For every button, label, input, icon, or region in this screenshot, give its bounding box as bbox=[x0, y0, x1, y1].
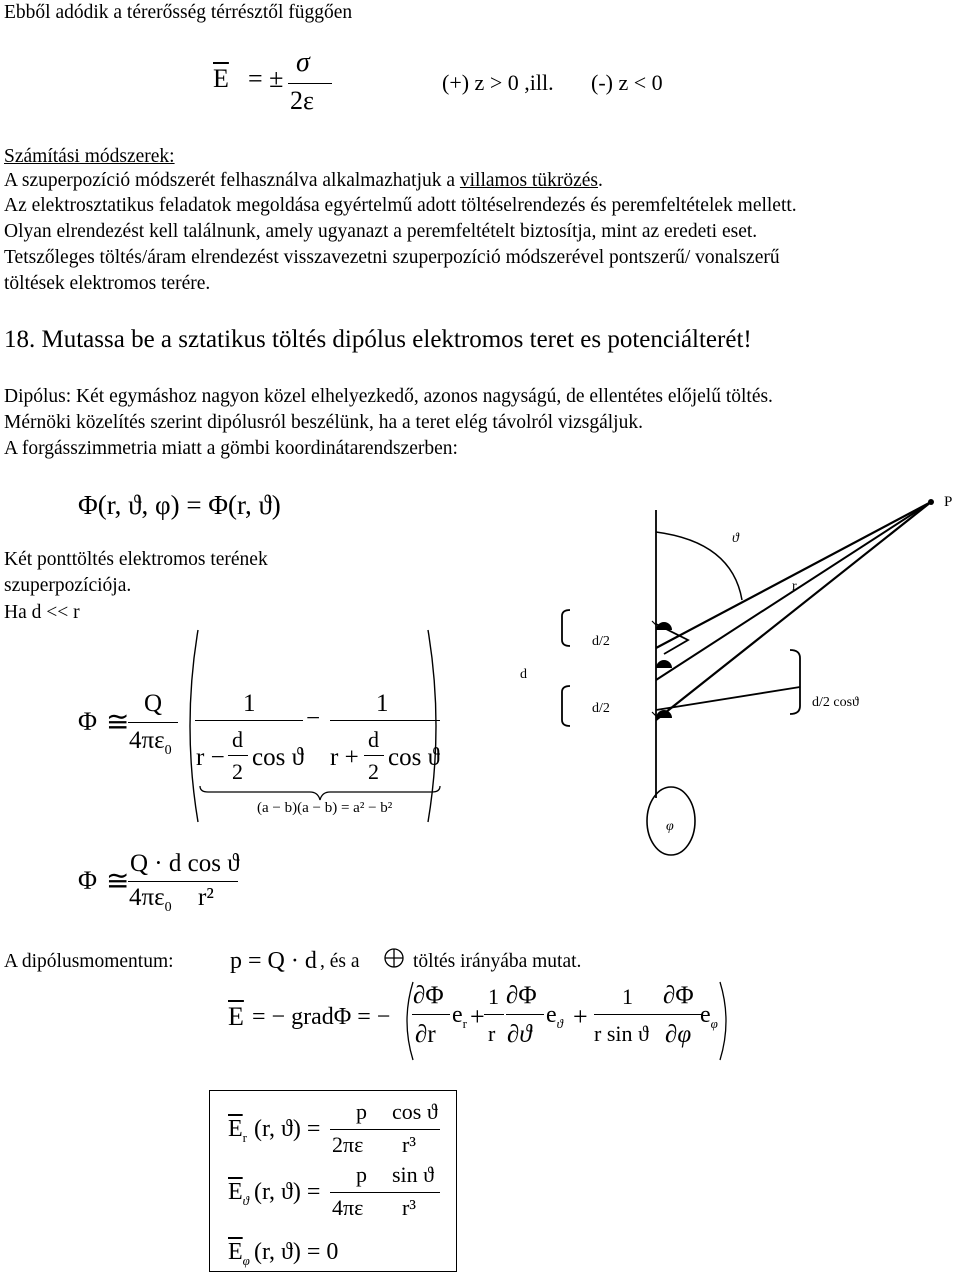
eq-pot-r-plus: r + bbox=[330, 744, 359, 771]
er-args: (r, ϑ) = bbox=[254, 1116, 321, 1142]
fraction-bar bbox=[390, 1129, 440, 1130]
fraction-bar bbox=[390, 1192, 440, 1193]
oplus-icon bbox=[383, 947, 405, 969]
eq-2eps: 2ε bbox=[290, 86, 314, 115]
ephi-lhs bbox=[228, 1239, 250, 1269]
er-p: p bbox=[356, 1099, 367, 1124]
label-P: P bbox=[944, 494, 953, 510]
villamos-tukrozes-link[interactable]: villamos tükrözés bbox=[459, 170, 598, 191]
eq-pot-2-b: 2 bbox=[368, 759, 379, 784]
ephi-e: e bbox=[700, 1002, 711, 1028]
eq-dip-approx: ≅ bbox=[106, 866, 130, 897]
cond-minus: (-) z < 0 bbox=[591, 70, 663, 95]
eq-grad-dPhi-3: ∂Φ bbox=[663, 982, 694, 1009]
etheta-p: p bbox=[356, 1162, 367, 1187]
eq-pot-Q: Q bbox=[144, 690, 163, 717]
eq-sigma: σ bbox=[296, 47, 310, 78]
etheta-e: e bbox=[546, 1002, 557, 1028]
bracket-d2-top bbox=[562, 610, 570, 646]
eq-grad-dPhi-1: ∂Φ bbox=[413, 982, 444, 1009]
eq-grad-r-1: r bbox=[488, 1021, 496, 1046]
eq-pot-sub0: 0 bbox=[164, 743, 172, 758]
er-r3: r³ bbox=[402, 1132, 416, 1157]
eq-pot-cos-b: cos ϑ bbox=[388, 744, 440, 771]
fraction-bar bbox=[364, 755, 384, 756]
condition-d-ll-r: Ha d << r bbox=[4, 602, 80, 623]
label-phi: φ bbox=[666, 819, 674, 834]
grad-right-paren bbox=[716, 980, 736, 1062]
superpos-line-1: Két ponttöltés elektromos terének bbox=[4, 549, 268, 570]
eq-pot-lhs: Φ bbox=[78, 707, 98, 736]
dipole-line-2: Mérnöki közelítés szerint dipólusról beszélünk, ha a teret elég távolról vizsgáljuk. bbox=[4, 412, 643, 433]
fraction-bar bbox=[330, 1129, 390, 1130]
ephi-E: $\overline{E}$ bbox=[228, 1239, 243, 1265]
eq-grad-etheta bbox=[546, 1002, 563, 1032]
methods-line-2: Az elektrosztatikus feladatok megoldása egyértelmű adott töltéselrendezés és peremfeltételek mellett. bbox=[4, 195, 797, 216]
eq-grad-plus-1: + bbox=[470, 1002, 485, 1031]
bracket-d2-bottom bbox=[562, 686, 570, 726]
eq-dip-lhs: Φ bbox=[78, 866, 98, 895]
middle-marker bbox=[656, 660, 672, 668]
eq-pot-2-a: 2 bbox=[232, 759, 243, 784]
question-title: 18. Mutassa be a sztatikus töltés dipólus elektromos teret es potenciálterét! bbox=[4, 326, 752, 353]
eq-pot-one-a: 1 bbox=[243, 690, 256, 717]
er-e: e bbox=[452, 1002, 463, 1028]
eq-dip-r2: r² bbox=[198, 884, 214, 911]
fraction-bar bbox=[128, 722, 178, 723]
methods-line-1 bbox=[4, 169, 603, 193]
ephi-args: (r, ϑ) = 0 bbox=[254, 1239, 339, 1265]
eq-pot-d-a: d bbox=[232, 727, 243, 752]
er-sub: r bbox=[462, 1015, 467, 1031]
eq-grad-lhs: $\overline{E}$ bbox=[228, 1002, 244, 1031]
er-lhs bbox=[228, 1116, 247, 1146]
eq-grad-dPhi-2: ∂Φ bbox=[506, 982, 537, 1009]
label-d: d bbox=[520, 667, 527, 682]
er-cos: cos ϑ bbox=[392, 1099, 438, 1124]
eq-pot-minus: − bbox=[306, 705, 321, 732]
etheta-den: 4πε bbox=[332, 1195, 364, 1220]
eq-grad-mid: = − gradΦ = − bbox=[252, 1004, 391, 1030]
bracket-d2cos bbox=[790, 650, 800, 714]
etheta-E: $\overline{E}$ bbox=[228, 1179, 243, 1205]
moment-post-2: töltés irányába mutat. bbox=[413, 951, 582, 972]
label-theta: ϑ bbox=[732, 531, 739, 546]
eq-grad-one-2: 1 bbox=[622, 984, 633, 1009]
eq-grad-er bbox=[452, 1002, 467, 1032]
etheta-sin: sin ϑ bbox=[392, 1162, 435, 1187]
dipole-line-1: Dipólus: Két egymáshoz nagyon közel elhelyezkedő, azonos nagyságú, de ellentétes előjelű töltés. bbox=[4, 386, 773, 407]
eq-pot-one-b: 1 bbox=[376, 690, 389, 717]
methods-line-4: Tetszőleges töltés/áram elrendezést visszavezetni szuperpozíció módszerével pontszerű/ vonalszerű bbox=[4, 247, 780, 268]
intro-line: Ebből adódik a térerősség térrésztől függően bbox=[4, 2, 353, 23]
methods-line-3: Olyan elrendezést kell találnunk, amely ugyanazt a peremfeltételt biztosítja, mint az eredeti eset. bbox=[4, 221, 758, 242]
eq-grad-dr: ∂r bbox=[415, 1021, 436, 1048]
fraction-bar bbox=[330, 720, 440, 721]
eq-pm: = ± bbox=[248, 64, 284, 93]
moment-eq: p = Q · d bbox=[230, 948, 317, 974]
fraction-bar bbox=[664, 1014, 702, 1015]
fraction-bar bbox=[288, 83, 332, 84]
perp-lower bbox=[656, 687, 800, 710]
eq-pot-r-minus: r − bbox=[196, 744, 225, 771]
er-E: $\overline{E}$ bbox=[228, 1116, 243, 1142]
methods-line-1-post: . bbox=[598, 170, 603, 191]
superpos-line-2: szuperpozíciója. bbox=[4, 575, 132, 596]
moment-label: A dipólusmomentum: bbox=[4, 951, 174, 972]
label-d2cos: d/2 cosϑ bbox=[812, 695, 859, 710]
eq-lhs-E: $\overline{E}$ bbox=[213, 64, 229, 93]
theta-arc bbox=[656, 532, 742, 600]
eq-pot-4pieps bbox=[129, 727, 172, 759]
etheta-sub: ϑ bbox=[556, 1015, 564, 1031]
methods-heading: Számítási módszerek: bbox=[4, 146, 175, 167]
moment-post: , és a bbox=[320, 951, 360, 972]
etheta-subscript: ϑ bbox=[242, 1192, 250, 1208]
cond-plus: (+) z > 0 ,ill. bbox=[442, 70, 554, 95]
methods-line-1-pre: A szuperpozíció módszerét felhasználva alkalmazhatjuk a bbox=[4, 170, 460, 191]
etheta-args: (r, ϑ) = bbox=[254, 1179, 321, 1205]
eq-dip-den bbox=[129, 884, 172, 916]
eq-dip-sub0: 0 bbox=[164, 900, 172, 915]
label-d2-top: d/2 bbox=[592, 634, 610, 649]
fraction-bar bbox=[594, 1014, 664, 1015]
fraction-bar bbox=[195, 720, 303, 721]
fraction-bar bbox=[128, 881, 238, 882]
eq-grad-dtheta: ∂ϑ bbox=[507, 1021, 532, 1048]
etheta-r3: r³ bbox=[402, 1195, 416, 1220]
ephi-subscript: φ bbox=[242, 1252, 250, 1268]
eq-dip-den-main: 4πε bbox=[129, 884, 165, 911]
methods-line-5: töltések elektromos terére. bbox=[4, 273, 211, 294]
eq-grad-one-1: 1 bbox=[488, 984, 499, 1009]
fraction-bar bbox=[330, 1192, 390, 1193]
dipole-diagram bbox=[500, 480, 960, 860]
eq-pot-den: 4πε bbox=[129, 727, 165, 754]
etheta-lhs bbox=[228, 1179, 249, 1209]
eq-pot-cos-a: cos ϑ bbox=[252, 744, 304, 771]
er-den: 2πε bbox=[332, 1132, 364, 1157]
er-subscript: r bbox=[242, 1129, 248, 1145]
label-d2-bottom: d/2 bbox=[592, 701, 610, 716]
fraction-bar bbox=[506, 1014, 544, 1015]
eq-pot-approx: ≅ bbox=[106, 707, 130, 738]
fraction-bar bbox=[412, 1014, 450, 1015]
eq-grad-rsin: r sin ϑ bbox=[594, 1021, 649, 1046]
eq-grad-dphi: ∂φ bbox=[665, 1021, 692, 1048]
eq-dip-num: Q · d cos ϑ bbox=[130, 850, 240, 877]
fraction-bar bbox=[484, 1014, 504, 1015]
eq-identity: (a − b)(a − b) = a² − b² bbox=[257, 800, 393, 816]
fraction-bar bbox=[228, 755, 248, 756]
ephi-sub: φ bbox=[710, 1015, 718, 1031]
eq-symmetry: Φ(r, ϑ, φ) = Φ(r, ϑ) bbox=[78, 490, 281, 520]
line-r-upper bbox=[656, 502, 931, 648]
label-r: r bbox=[792, 579, 797, 594]
eq-pot-d-b: d bbox=[368, 727, 379, 752]
eq-grad-plus-2: + bbox=[573, 1002, 588, 1031]
dipole-line-3: A forgásszimmetria miatt a gömbi koordinátarendszerben: bbox=[4, 438, 458, 459]
field-components-box bbox=[209, 1090, 457, 1272]
